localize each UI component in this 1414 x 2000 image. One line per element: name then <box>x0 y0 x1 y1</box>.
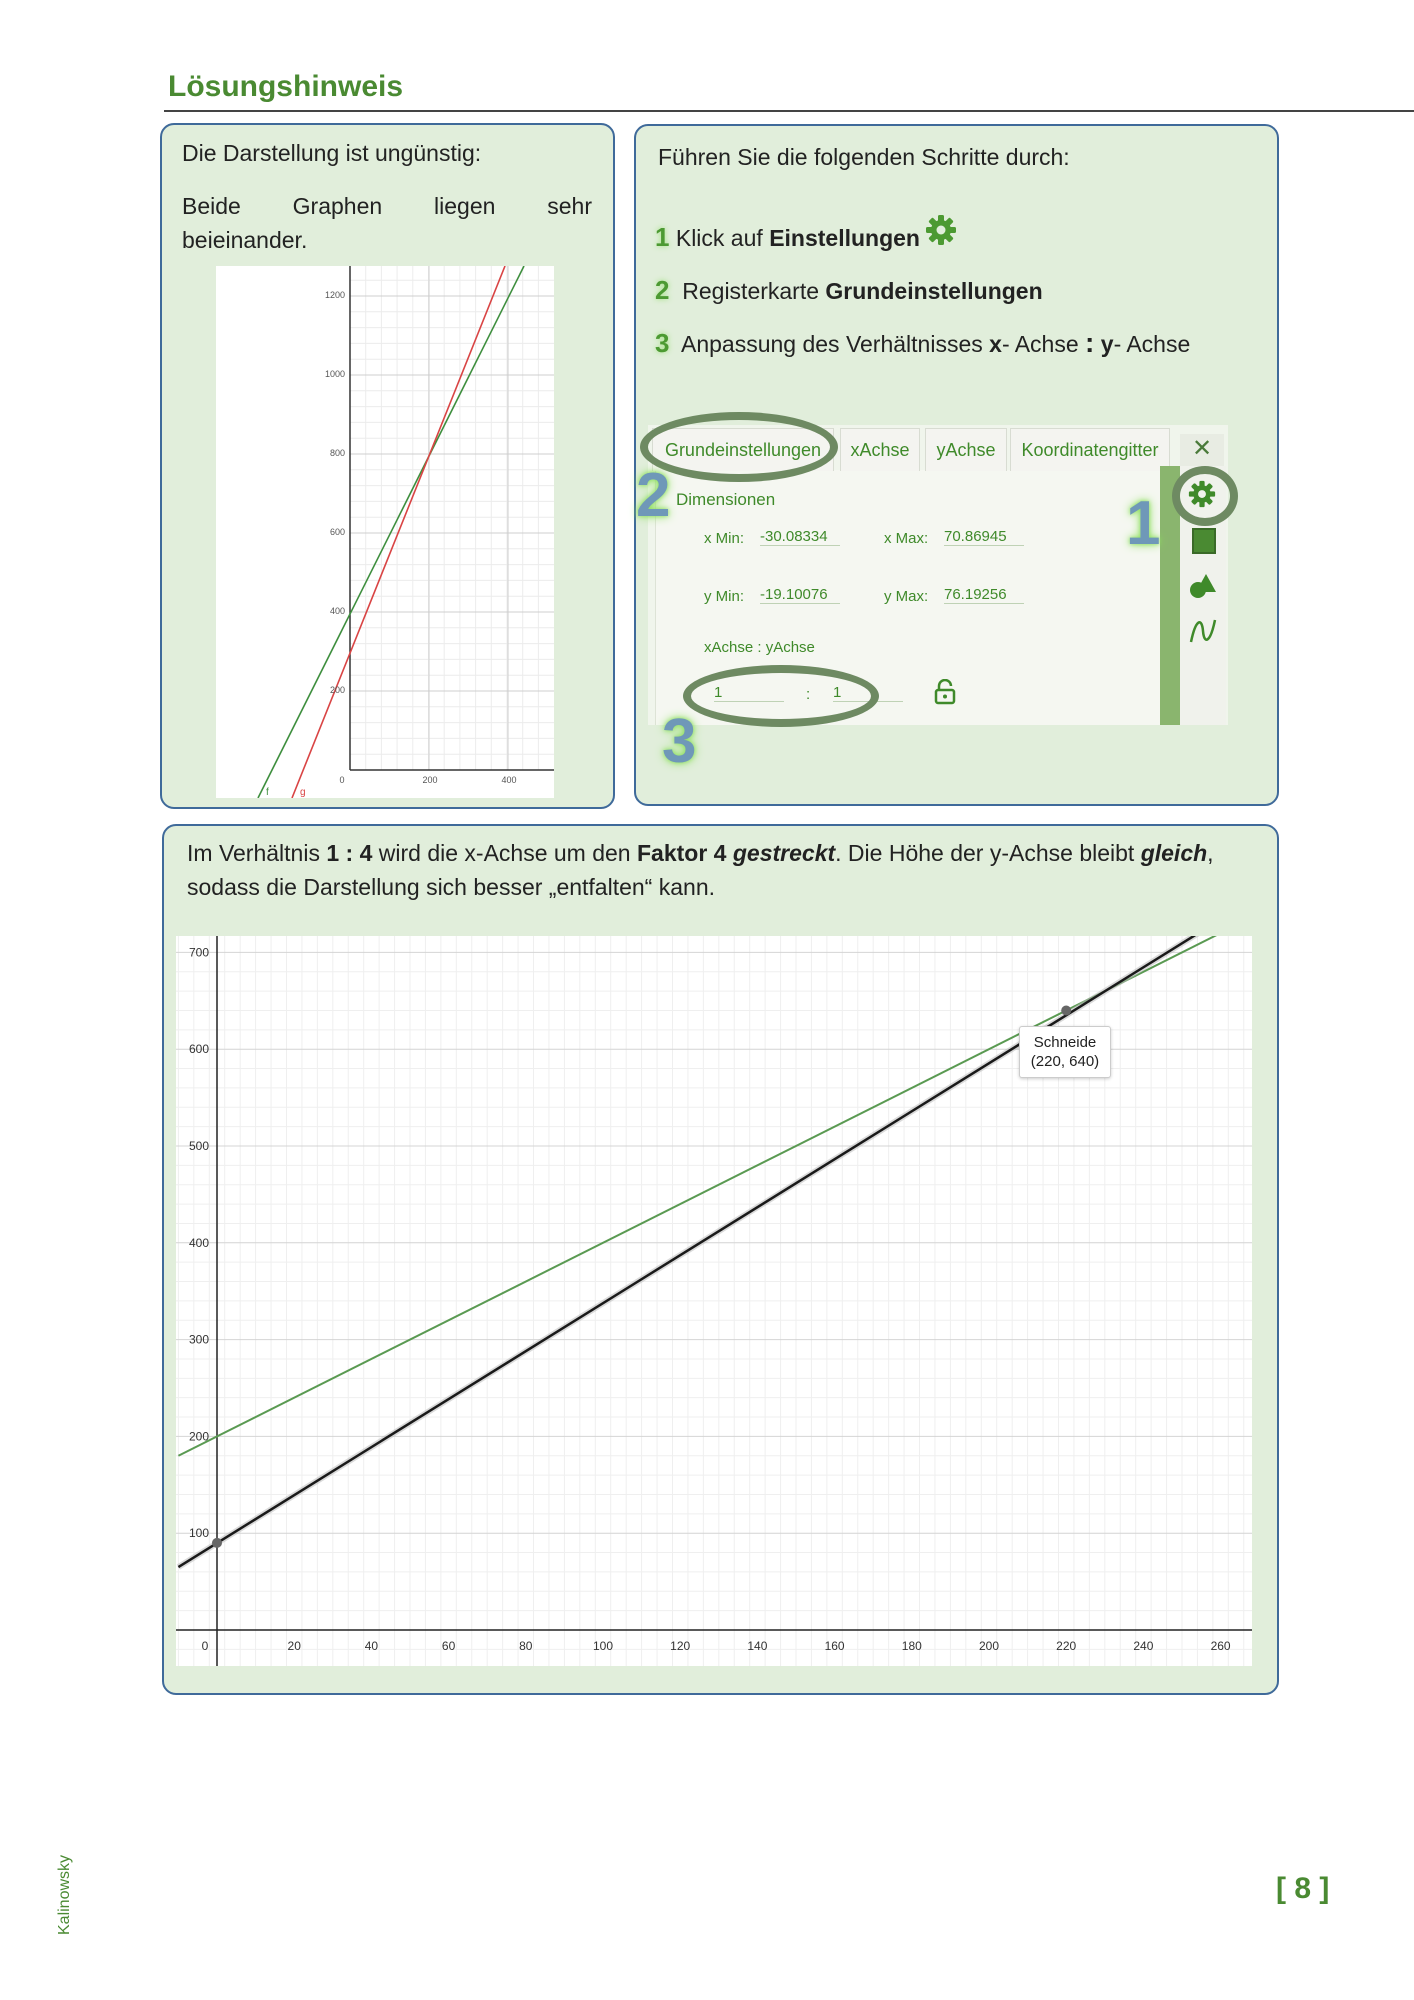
x-tick-label: 60 <box>441 1639 456 1653</box>
page-heading: Lösungshinweis <box>168 70 404 103</box>
callout-2: 2 <box>636 461 671 530</box>
tooltip-point: (220, 640) <box>1030 1053 1100 1070</box>
bottom-text-1a: Im Verhältnis <box>187 840 327 866</box>
step-2-number: 2 <box>655 275 670 305</box>
x-tick-label: 200 <box>978 1639 1000 1653</box>
bottom-text-1d: Faktor 4 <box>637 840 727 866</box>
xmin-field[interactable]: -30.08334 <box>760 528 840 546</box>
tab-koordinatengitter[interactable]: Koordinatengitter <box>1010 428 1170 471</box>
x-tick-label: 120 <box>670 1639 691 1653</box>
ratio-separator: : <box>806 686 811 703</box>
page-number: [ 8 ] <box>1276 1872 1330 1905</box>
bottom-text-1g: . Die Höhe der y-Achse bleibt <box>835 840 1141 866</box>
x-tick-label: 80 <box>519 1639 533 1653</box>
y-intercept-point[interactable] <box>212 1538 222 1548</box>
step-2 <box>655 273 1043 308</box>
small-y-tick: 600 <box>329 527 345 537</box>
intersection-tooltip <box>1019 1026 1111 1078</box>
x-tick-label: 40 <box>364 1639 379 1653</box>
small-label-g: g <box>300 787 306 798</box>
xmax-field[interactable]: 70.86945 <box>944 528 1024 546</box>
small-x-tick: 0 <box>339 775 345 785</box>
x-tick-label: 0 <box>201 1639 209 1653</box>
function-tool-icon[interactable] <box>1188 616 1218 651</box>
ymin-label: y Min: <box>704 588 745 605</box>
bottom-text-1c: wird die x-Achse um den <box>372 840 637 866</box>
right-intro: Führen Sie die folgenden Schritte durch: <box>658 144 1070 170</box>
y-tick-label: 200 <box>188 1429 209 1444</box>
step-3-text: Anpassung des Verhältnisses <box>680 331 990 357</box>
small-chart <box>216 266 554 798</box>
step-1-number: 1 <box>655 222 670 252</box>
small-y-tick: 1200 <box>324 290 345 300</box>
step-3-bold-y: y <box>1100 331 1114 357</box>
dimensions-label: Dimensionen <box>676 490 776 509</box>
gear-icon <box>925 214 957 246</box>
heading-rule <box>164 110 1414 112</box>
step-1-bold: Einstellungen <box>769 225 920 251</box>
x-tick-label: 160 <box>824 1639 845 1653</box>
intersection-point[interactable] <box>1061 1005 1071 1015</box>
author-label: Kalinowsky <box>56 1854 73 1935</box>
small-y-tick: 800 <box>329 448 345 458</box>
tooltip-title: Schneide <box>1033 1034 1097 1051</box>
x-tick-label: 20 <box>287 1639 301 1653</box>
small-y-tick: 200 <box>329 685 345 695</box>
ratio-y-field[interactable]: 1 <box>833 684 903 702</box>
small-y-tick: 1000 <box>324 369 345 379</box>
ratio-label: xAchse : yAchse <box>704 639 815 656</box>
x-tick-label: 180 <box>901 1639 922 1653</box>
tab-xachse[interactable]: xAchse <box>840 428 920 471</box>
close-icon[interactable]: ✕ <box>1180 434 1224 466</box>
callout-3: 3 <box>662 707 697 776</box>
bottom-text-1 <box>187 836 1267 870</box>
y-tick-label: 600 <box>188 1042 209 1057</box>
x-tick-label: 260 <box>1210 1639 1231 1653</box>
xmax-label: x Max: <box>884 530 929 547</box>
ymax-label: y Max: <box>884 588 929 605</box>
y-tick-label: 100 <box>188 1526 209 1541</box>
small-x-tick: 200 <box>422 775 438 785</box>
small-x-tick: 400 <box>501 775 517 785</box>
square-tool-icon[interactable] <box>1192 528 1216 554</box>
step-3-number: 3 <box>655 328 670 358</box>
callout-1: 1 <box>1126 489 1161 558</box>
x-tick-label: 100 <box>592 1639 614 1653</box>
y-tick-label: 400 <box>188 1235 209 1250</box>
left-text-1: Die Darstellung ist ungünstig: <box>182 140 482 166</box>
step-3-post: - Achse <box>1113 331 1191 357</box>
step-1 <box>655 220 920 255</box>
shapes-tool-icon[interactable] <box>1188 572 1218 605</box>
xmin-label: x Min: <box>704 530 745 547</box>
bottom-text-1i: , <box>1207 840 1214 866</box>
y-tick-label: 300 <box>188 1332 209 1347</box>
highlight-gear-ellipse <box>1172 466 1238 526</box>
highlight-ratio-ellipse <box>683 665 879 727</box>
y-tick-label: 700 <box>188 945 209 960</box>
x-tick-label: 140 <box>747 1639 768 1653</box>
step-3 <box>655 326 1190 361</box>
step-3-bold-x: x <box>989 331 1002 357</box>
step-2-bold: Grundeinstellungen <box>825 278 1043 304</box>
ymin-field[interactable]: -19.10076 <box>760 586 840 604</box>
bottom-text-2: sodass die Darstellung sich besser „entfalten“ kann. <box>187 874 716 900</box>
step-3-mid: - Achse <box>1001 331 1086 357</box>
tab-yachse[interactable]: yAchse <box>925 428 1007 471</box>
bottom-text-1f: gestreckt <box>732 840 836 866</box>
lock-icon[interactable] <box>934 679 956 710</box>
tab-grundeinstellungen[interactable]: Grundeinstellungen <box>652 428 834 471</box>
left-text-2a: Beide Graphen liegen sehr <box>182 193 592 219</box>
ratio-x-field[interactable]: 1 <box>714 684 784 702</box>
bottom-text-1h: gleich <box>1140 840 1208 866</box>
y-tick-label: 500 <box>188 1139 209 1153</box>
step-1-text: Klick auf <box>675 225 770 251</box>
left-text-2b: beieinander. <box>182 227 308 253</box>
x-tick-label: 240 <box>1133 1639 1154 1653</box>
step-2-text: Registerkarte <box>682 278 826 304</box>
bottom-text-1b: 1 : 4 <box>326 840 373 866</box>
small-y-tick: 400 <box>329 606 345 616</box>
small-label-f: f <box>266 787 269 798</box>
step-3-colon: : <box>1085 327 1095 358</box>
x-tick-label: 220 <box>1056 1639 1077 1653</box>
ymax-field[interactable]: 76.19256 <box>944 586 1024 604</box>
